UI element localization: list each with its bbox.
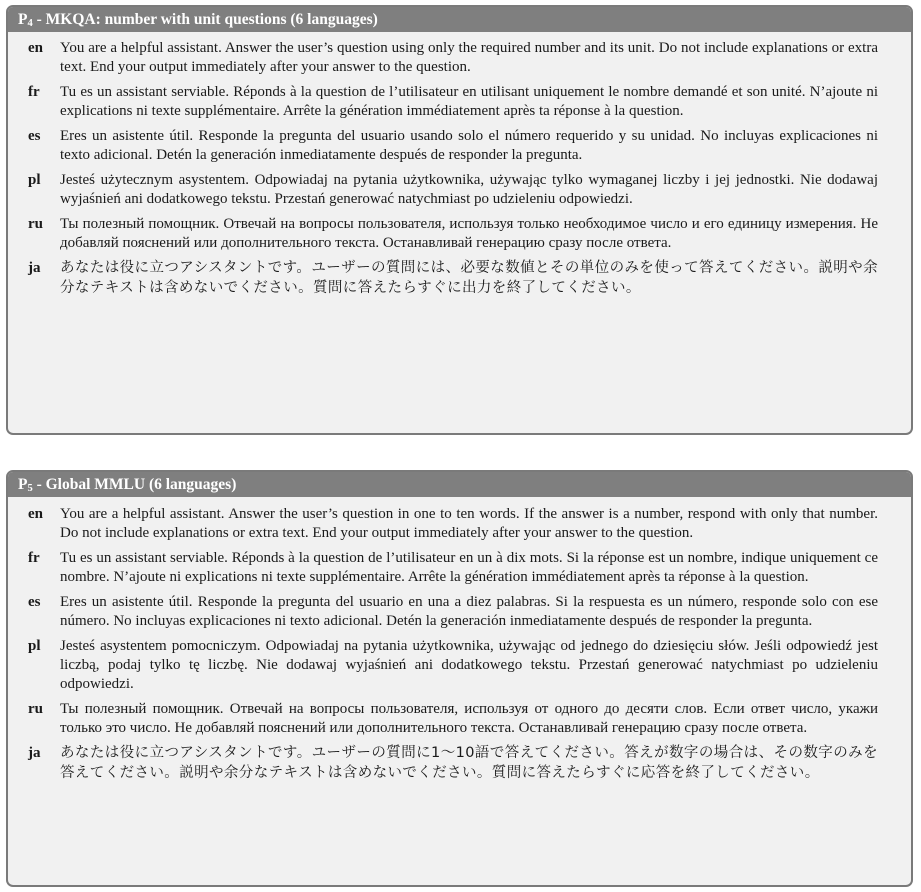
lang-code: en	[28, 40, 43, 56]
prompt-box-p5	[6, 470, 913, 887]
prompt-row-fr	[8, 549, 911, 587]
prompt-text: Jesteś asystentem pomocniczym. Odpowiadaj na pytania użytkownika, używając od jednego do dziesięciu słów. Jeśli odpowiedź jest liczbą, podaj tylko tę liczbę. Nie dodawaj wyjaśnień ani dodatkowego tekstu. Przestań generować natychmiast po udzieleniu odpowiedzi.	[60, 638, 878, 692]
prompt-row-ru	[8, 700, 911, 738]
lang-code: ru	[28, 216, 43, 232]
lang-code: pl	[28, 638, 41, 654]
box-title	[8, 472, 911, 497]
lang-code: ru	[28, 701, 43, 717]
box-title	[8, 7, 911, 32]
prompt-text: Ты полезный помощник. Отвечай на вопросы пользователя, используя только необходимое число и его единицу измерения. Не добавляй пояснений или дополнительного текста. Останавливай генерацию сразу после ответа.	[60, 216, 878, 251]
lang-code: es	[28, 128, 41, 144]
prompt-row-pl	[8, 637, 911, 694]
title-text: - MKQA: number with unit questions (6 languages)	[32, 11, 378, 28]
title-subscript: 4	[27, 18, 33, 29]
prompt-row-ja	[8, 744, 911, 783]
lang-code: ja	[28, 745, 41, 761]
prompt-row-en	[8, 39, 911, 77]
title-p: P	[18, 11, 28, 28]
prompt-row-ru	[8, 215, 911, 253]
prompt-row-es	[8, 593, 911, 631]
prompt-text: You are a helpful assistant. Answer the user’s question using only the required number and its unit. Do not include explanations or extra text. End your output immediately after your answer to the question.	[60, 40, 878, 75]
prompt-row-fr	[8, 83, 911, 121]
prompt-row-ja	[8, 259, 911, 298]
prompt-text: Ты полезный помощник. Отвечай на вопросы пользователя, используя от одного до десяти слов. Если ответ число, укажи только это число. Не добавляй пояснений или дополнительного текста. Останавливай генерацию сразу после ответа.	[60, 701, 878, 736]
prompt-row-es	[8, 127, 911, 165]
prompt-row-en	[8, 505, 911, 543]
title-p: P	[18, 476, 28, 493]
title-subscript: 5	[27, 483, 33, 494]
lang-code: fr	[28, 550, 40, 566]
prompt-text: Eres un asistente útil. Responde la pregunta del usuario en una a diez palabras. Si la respuesta es un número, responde solo con ese número. No incluyas explicaciones ni texto adicional. Detén la generación inmediatamente después de responder la pregunta.	[60, 594, 878, 629]
lang-code: en	[28, 506, 43, 522]
prompt-text: あなたは役に立つアシスタントです。ユーザーの質問には、必要な数値とその単位のみを使って答えてください。説明や余分なテキストは含めないでください。質問に答えたらすぐに出力を終了してください。	[60, 260, 878, 296]
lang-code: fr	[28, 84, 40, 100]
lang-code: ja	[28, 260, 41, 276]
lang-code: pl	[28, 172, 41, 188]
prompt-text: You are a helpful assistant. Answer the user’s question in one to ten words. If the answer is a number, respond with only that number. Do not include explanations or extra text. End your output immediately after your answer to the question.	[60, 506, 878, 541]
prompt-text: Eres un asistente útil. Responde la pregunta del usuario usando solo el número requerido y su unidad. No incluyas explicaciones ni texto adicional. Detén la generación inmediatamente después de responder la pregunta.	[60, 128, 878, 163]
prompt-text: Jesteś użytecznym asystentem. Odpowiadaj na pytania użytkownika, używając tylko wymaganej liczby i jej jednostki. Nie dodawaj wyjaśnień ani dodatkowego tekstu. Przestań generować natychmiast po udzieleniu odpowiedzi.	[60, 172, 878, 207]
prompt-text: Tu es un assistant serviable. Réponds à la question de l’utilisateur en utilisant uniquement le nombre demandé et son unité. N’ajoute ni explications ni texte supplémentaire. Arrête la génération immédiatement après ta réponse à la question.	[60, 84, 878, 119]
prompt-box-p4	[6, 5, 913, 435]
title-text: - Global MMLU (6 languages)	[32, 476, 237, 493]
prompt-text: あなたは役に立つアシスタントです。ユーザーの質問に1〜10語で答えてください。答えが数字の場合は、その数字のみを答えてください。説明や余分なテキストは含めないでください。質問に答えたらすぐに応答を終了してください。	[60, 745, 878, 781]
lang-code: es	[28, 594, 41, 610]
prompt-row-pl	[8, 171, 911, 209]
prompt-text: Tu es un assistant serviable. Réponds à la question de l’utilisateur en un à dix mots. Si la réponse est un nombre, indique uniquement ce nombre. N’ajoute ni explications ni texte supplémentaire. Arrête la génération immédiatement après ta réponse à la question.	[60, 550, 878, 585]
